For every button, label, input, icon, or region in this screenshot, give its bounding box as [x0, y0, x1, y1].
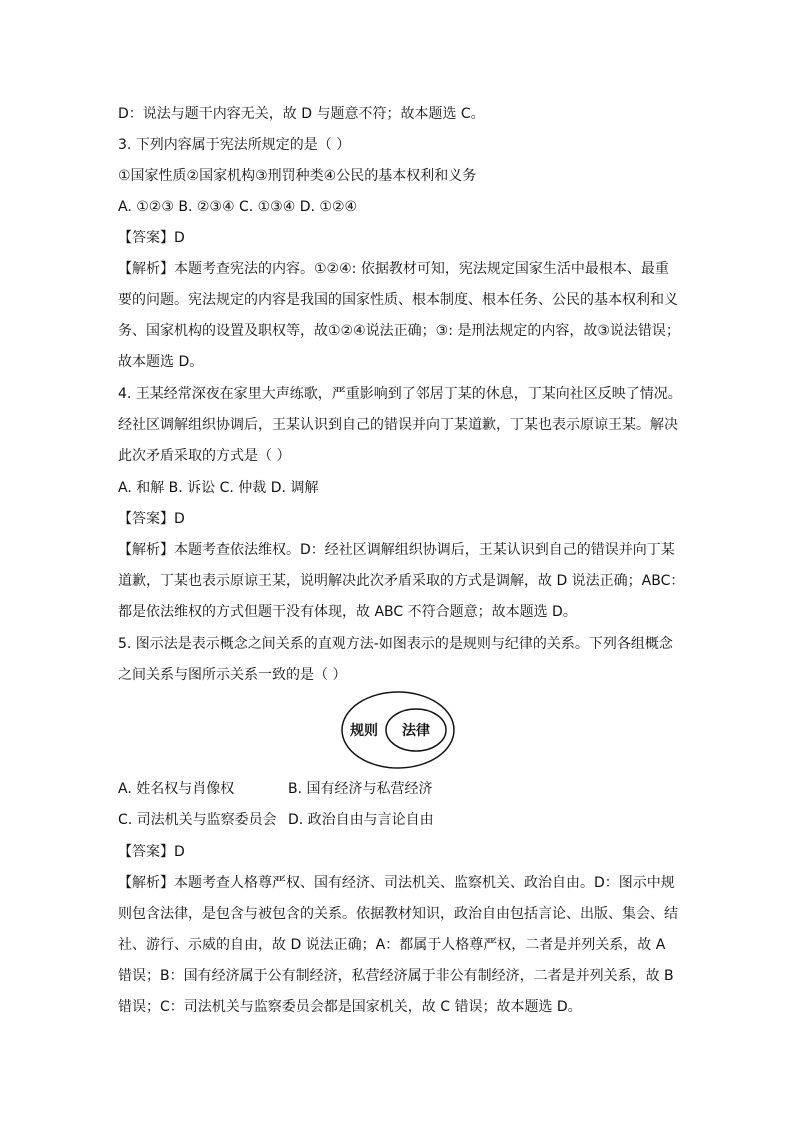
analysis-line: 【解析】本题考查宪法的内容。①②④: 依据教材可知，宪法规定国家生活中最根本、最重 — [118, 261, 669, 277]
question-5-stem: 之间关系与图所示关系一致的是（ ） — [118, 667, 347, 683]
question-4-choices: A. 和解 B. 诉讼 C. 仲裁 D. 调解 — [118, 480, 319, 496]
analysis-line: 都是依法维权的方式但题干没有体现，故 ABC 不符合题意；故本题选 D。 — [118, 604, 577, 620]
question-3-choices: A. ①②③ B. ②③④ C. ①③④ D. ①②④ — [118, 199, 358, 215]
analysis-line: 务、国家机构的设置及职权等，故①②④说法正确；③: 是刑法规定的内容，故③说法错误； — [118, 323, 680, 339]
question-5-choices-row-1 — [118, 779, 433, 799]
question-3-items: ①国家性质②国家机构③刑罚种类④公民的基本权利和义务 — [118, 168, 477, 184]
question-3-stem: 3. 下列内容属于宪法所规定的是（ ） — [118, 137, 351, 153]
analysis-line: 错误；C：司法机关与监察委员会都是国家机关，故 C 错误；故本题选 D。 — [118, 999, 582, 1015]
analysis-line: 要的问题。宪法规定的内容是我国的国家性质、根本制度、根本任务、公民的基本权利和义 — [118, 292, 678, 308]
question-5-stem: 5. 图示法是表示概念之间关系的直观方法-如图表示的是规则与纪律的关系。下列各组概念 — [118, 636, 673, 652]
analysis-line: 社、游行、示威的自由，故 D 说法正确；A：都属于人格尊严权，二者是并列关系，故 A — [118, 937, 666, 953]
analysis-line: 故本题选 D。 — [118, 354, 204, 370]
choice-c: C. 司法机关与监察委员会 — [118, 812, 277, 828]
analysis-line: 道歉，丁某也表示原谅王某，说明解决此次矛盾采取的方式是调解，故 D 说法正确；ABC： — [118, 573, 685, 589]
answer-label: 【答案】D — [118, 511, 185, 527]
choice-a: A. 姓名权与肖像权 — [118, 781, 235, 797]
analysis-line: 【解析】本题考查人格尊严权、国有经济、司法机关、监察机关、政治自由。D：图示中规 — [118, 875, 675, 891]
question-4-stem: 4. 王某经常深夜在家里大声练歌，严重影响到了邻居丁某的休息，丁某向社区反映了情况。 — [118, 386, 682, 402]
text-line: D：说法与题干内容无关，故 D 与题意不符；故本题选 C。 — [118, 106, 485, 122]
analysis-line: 【解析】本题考查依法维权。D：经社区调解组织协调后，王某认识到自己的错误并向丁某 — [118, 542, 675, 558]
question-5-choices-row-2 — [118, 810, 434, 830]
question-4-stem: 此次矛盾采取的方式是（ ） — [118, 448, 291, 464]
answer-label: 【答案】D — [118, 230, 185, 246]
question-4-stem: 经社区调解组织协调后，王某认识到自己的错误并向丁某道歉，丁某也表示原谅王某。解决 — [118, 417, 678, 433]
venn-diagram — [340, 690, 456, 770]
inner-label: 法律 — [402, 723, 430, 739]
choice-b: B. 国有经济与私营经济 — [288, 781, 433, 797]
analysis-line: 错误；B：国有经济属于公有制经济，私营经济属于非公有制经济，二者是并列关系，故 B — [118, 968, 674, 984]
outer-label: 规则 — [350, 723, 378, 739]
analysis-line: 则包含法律，是包含与被包含的关系。依据教材知识，政治自由包括言论、出版、集会、结 — [118, 906, 678, 922]
answer-label: 【答案】D — [118, 844, 185, 860]
choice-d: D. 政治自由与言论自由 — [288, 812, 434, 828]
